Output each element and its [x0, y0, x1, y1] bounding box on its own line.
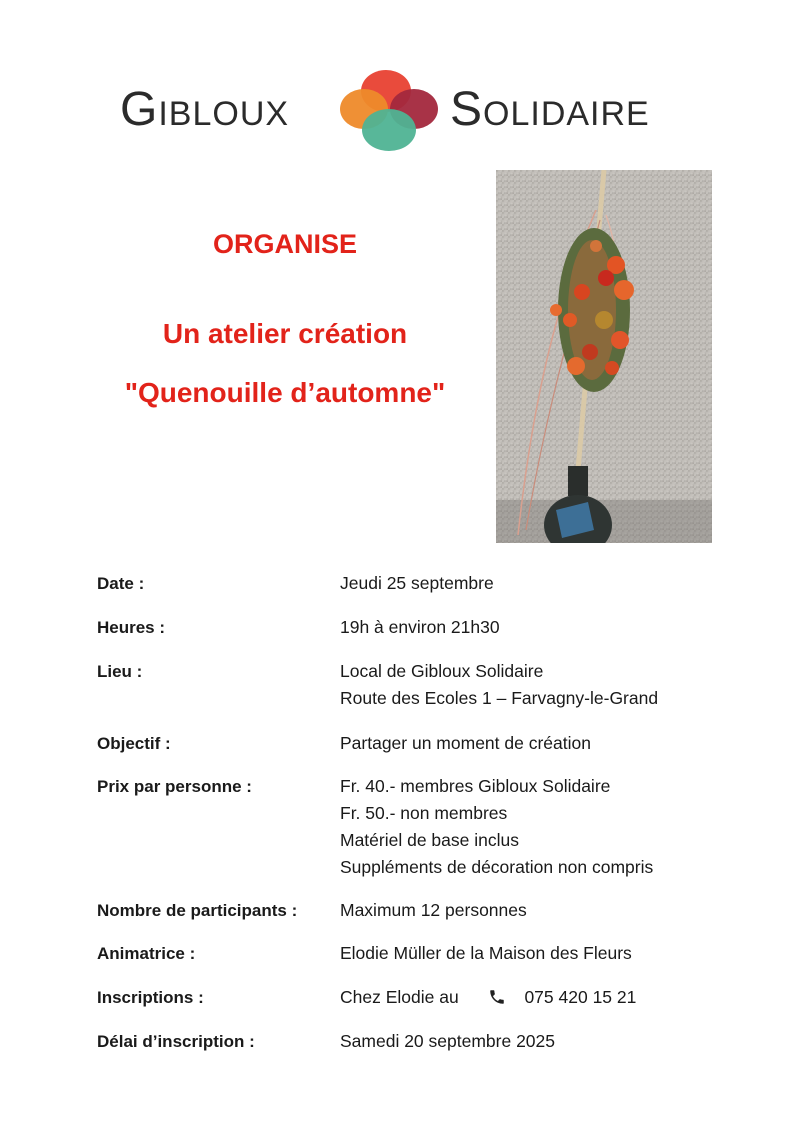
price-value: Fr. 40.- membres Gibloux Solidaire Fr. 50.- non membres Matériel de base inclus Suppléments de décoration non compris: [340, 776, 654, 877]
registration-label: Inscriptions :: [97, 988, 204, 1007]
registration-contact: Chez Elodie au: [340, 987, 459, 1007]
detail-objective: [97, 730, 737, 773]
host-value: Elodie Müller de la Maison des Fleurs: [340, 943, 632, 963]
participants-value: Maximum 12 personnes: [340, 900, 527, 920]
objective-value: Partager un moment de création: [340, 733, 591, 753]
host-label: Animatrice :: [97, 944, 196, 963]
hours-label: Heures :: [97, 618, 166, 637]
registration-value: [340, 984, 737, 1011]
location-label: Lieu :: [97, 662, 143, 681]
date-value: Jeudi 25 septembre: [340, 573, 494, 593]
registration-phone[interactable]: 075 420 15 21: [524, 987, 637, 1007]
participants-label: Nombre de participants :: [97, 901, 298, 920]
location-value: Local de Gibloux Solidaire Route des Ecoles 1 – Farvagny-le-Grand: [340, 661, 659, 708]
detail-host: [97, 940, 737, 984]
detail-date: [97, 570, 737, 614]
detail-participants: [97, 897, 737, 940]
deadline-label: Délai d’inscription :: [97, 1032, 255, 1051]
heading-organise: ORGANISE: [212, 229, 358, 259]
date-label: Date :: [97, 574, 145, 593]
objective-label: Objectif :: [97, 734, 171, 753]
logo-word-solidaire: Solidaire: [450, 83, 650, 136]
detail-price: [97, 773, 737, 897]
heading-workshop: Un atelier création: [162, 318, 408, 349]
logo: [120, 66, 680, 156]
arrangement-photo: [496, 170, 712, 543]
hours-value: 19h à environ 21h30: [340, 617, 500, 637]
deadline-value: Samedi 20 septembre 2025: [340, 1031, 555, 1051]
event-details: [97, 570, 737, 1072]
detail-location: [97, 658, 737, 730]
logo-word-gibloux: Gibloux: [120, 83, 290, 136]
detail-registration: [97, 984, 737, 1028]
detail-deadline: [97, 1028, 737, 1072]
phone-icon: [488, 988, 506, 1006]
heading-title: "Quenouille d’automne": [124, 377, 446, 408]
price-label: Prix par personne :: [97, 777, 252, 796]
logo-emblem-icon: [336, 66, 440, 156]
detail-hours: [97, 614, 737, 658]
